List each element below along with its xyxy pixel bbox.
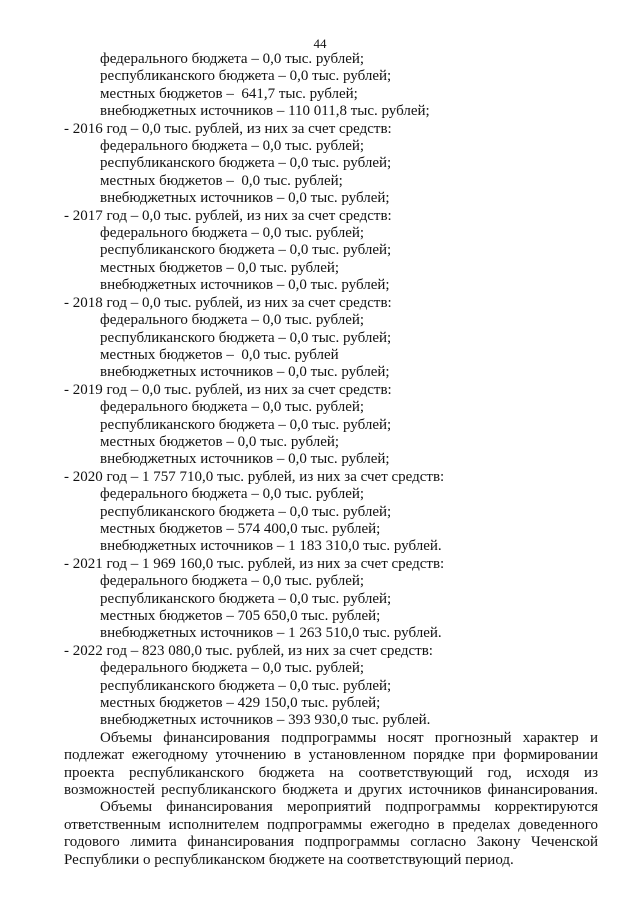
funding-paragraph <box>64 730 598 869</box>
funding-source-line: республиканского бюджета – 0,0 тыс. рублей; <box>100 155 392 172</box>
funding-source-line: федерального бюджета – 0,0 тыс. рублей; <box>100 138 365 155</box>
paragraph-line: Республики о республиканском бюджете на соответствующий период. <box>64 851 514 868</box>
funding-source-line: внебюджетных источников – 0,0 тыс. рублей; <box>100 451 390 468</box>
paragraph-line: подлежат ежегодному уточнению в установленном порядке при формировании <box>64 747 598 764</box>
funding-source-line: федерального бюджета – 0,0 тыс. рублей; <box>100 486 365 503</box>
funding-list <box>64 51 598 730</box>
funding-source-line: внебюджетных источников – 0,0 тыс. рублей; <box>100 364 390 381</box>
funding-source-line: местных бюджетов – 429 150,0 тыс. рублей; <box>100 695 381 712</box>
paragraph-line: возможностей республиканского бюджета и других источников финансирования. <box>64 782 598 799</box>
paragraph-line: проекта республиканского бюджета на соответствующий год, исходя из <box>64 764 598 781</box>
paragraph-line: Объемы финансирования мероприятий подпрограммы корректируются <box>100 799 598 816</box>
funding-source-line: федерального бюджета – 0,0 тыс. рублей; <box>100 312 365 329</box>
funding-source-line: республиканского бюджета – 0,0 тыс. рублей; <box>100 416 392 433</box>
funding-source-line: федерального бюджета – 0,0 тыс. рублей; <box>100 660 365 677</box>
funding-source-line: федерального бюджета – 0,0 тыс. рублей; <box>100 51 365 67</box>
funding-source-line: республиканского бюджета – 0,0 тыс. рублей; <box>100 329 392 346</box>
funding-source-line: местных бюджетов – 641,7 тыс. рублей; <box>100 85 358 102</box>
funding-source-line: республиканского бюджета – 0,0 тыс. рублей; <box>100 677 392 694</box>
paragraph-line: ответственным исполнителем подпрограммы ежегодно в пределах доведенного <box>64 816 598 833</box>
year-heading-line: - 2022 год – 823 080,0 тыс. рублей, из них за счет средств: <box>64 642 433 659</box>
funding-source-line: федерального бюджета – 0,0 тыс. рублей; <box>100 399 365 416</box>
funding-source-line: внебюджетных источников – 1 263 510,0 тыс. рублей. <box>100 625 442 642</box>
funding-source-line: республиканского бюджета – 0,0 тыс. рублей; <box>100 68 392 85</box>
page-number: 44 <box>313 36 327 51</box>
funding-source-line: внебюджетных источников – 393 930,0 тыс. рублей. <box>100 712 431 729</box>
year-heading-line: - 2016 год – 0,0 тыс. рублей, из них за счет средств: <box>64 120 392 137</box>
funding-source-line: местных бюджетов – 0,0 тыс. рублей; <box>100 172 343 189</box>
funding-source-line: республиканского бюджета – 0,0 тыс. рублей; <box>100 590 392 607</box>
funding-source-line: внебюджетных источников – 1 183 310,0 тыс. рублей. <box>100 538 442 555</box>
year-heading-line: - 2017 год – 0,0 тыс. рублей, из них за счет средств: <box>64 207 392 224</box>
funding-source-line: республиканского бюджета – 0,0 тыс. рублей; <box>100 503 392 520</box>
page-content <box>64 51 598 869</box>
funding-source-line: местных бюджетов – 705 650,0 тыс. рублей; <box>100 608 381 624</box>
funding-source-line: местных бюджетов – 0,0 тыс. рублей; <box>100 259 340 276</box>
year-heading-line: - 2020 год – 1 757 710,0 тыс. рублей, из них за счет средств: <box>64 468 445 485</box>
funding-source-line: местных бюджетов – 0,0 тыс. рублей; <box>100 433 340 450</box>
year-heading-line: - 2018 год – 0,0 тыс. рублей, из них за счет средств: <box>64 294 392 311</box>
funding-source-line: внебюджетных источников – 110 011,8 тыс. рублей; <box>100 103 430 120</box>
funding-source-line: местных бюджетов – 0,0 тыс. рублей <box>100 346 339 363</box>
funding-source-line: федерального бюджета – 0,0 тыс. рублей; <box>100 573 365 590</box>
paragraph-line: годового лимита финансирования подпрограммы согласно Закону Чеченской <box>64 834 598 851</box>
funding-source-line: местных бюджетов – 574 400,0 тыс. рублей; <box>100 520 381 537</box>
paragraph-line: Объемы финансирования подпрограммы носят прогнозный характер и <box>100 729 598 746</box>
funding-source-line: республиканского бюджета – 0,0 тыс. рублей; <box>100 242 392 259</box>
funding-source-line: внебюджетных источников – 0,0 тыс. рублей; <box>100 277 390 294</box>
funding-source-line: внебюджетных источников – 0,0 тыс. рублей; <box>100 190 390 207</box>
year-heading-line: - 2019 год – 0,0 тыс. рублей, из них за счет средств: <box>64 381 392 398</box>
year-heading-line: - 2021 год – 1 969 160,0 тыс. рублей, из них за счет средств: <box>64 555 445 572</box>
funding-source-line: федерального бюджета – 0,0 тыс. рублей; <box>100 225 365 242</box>
